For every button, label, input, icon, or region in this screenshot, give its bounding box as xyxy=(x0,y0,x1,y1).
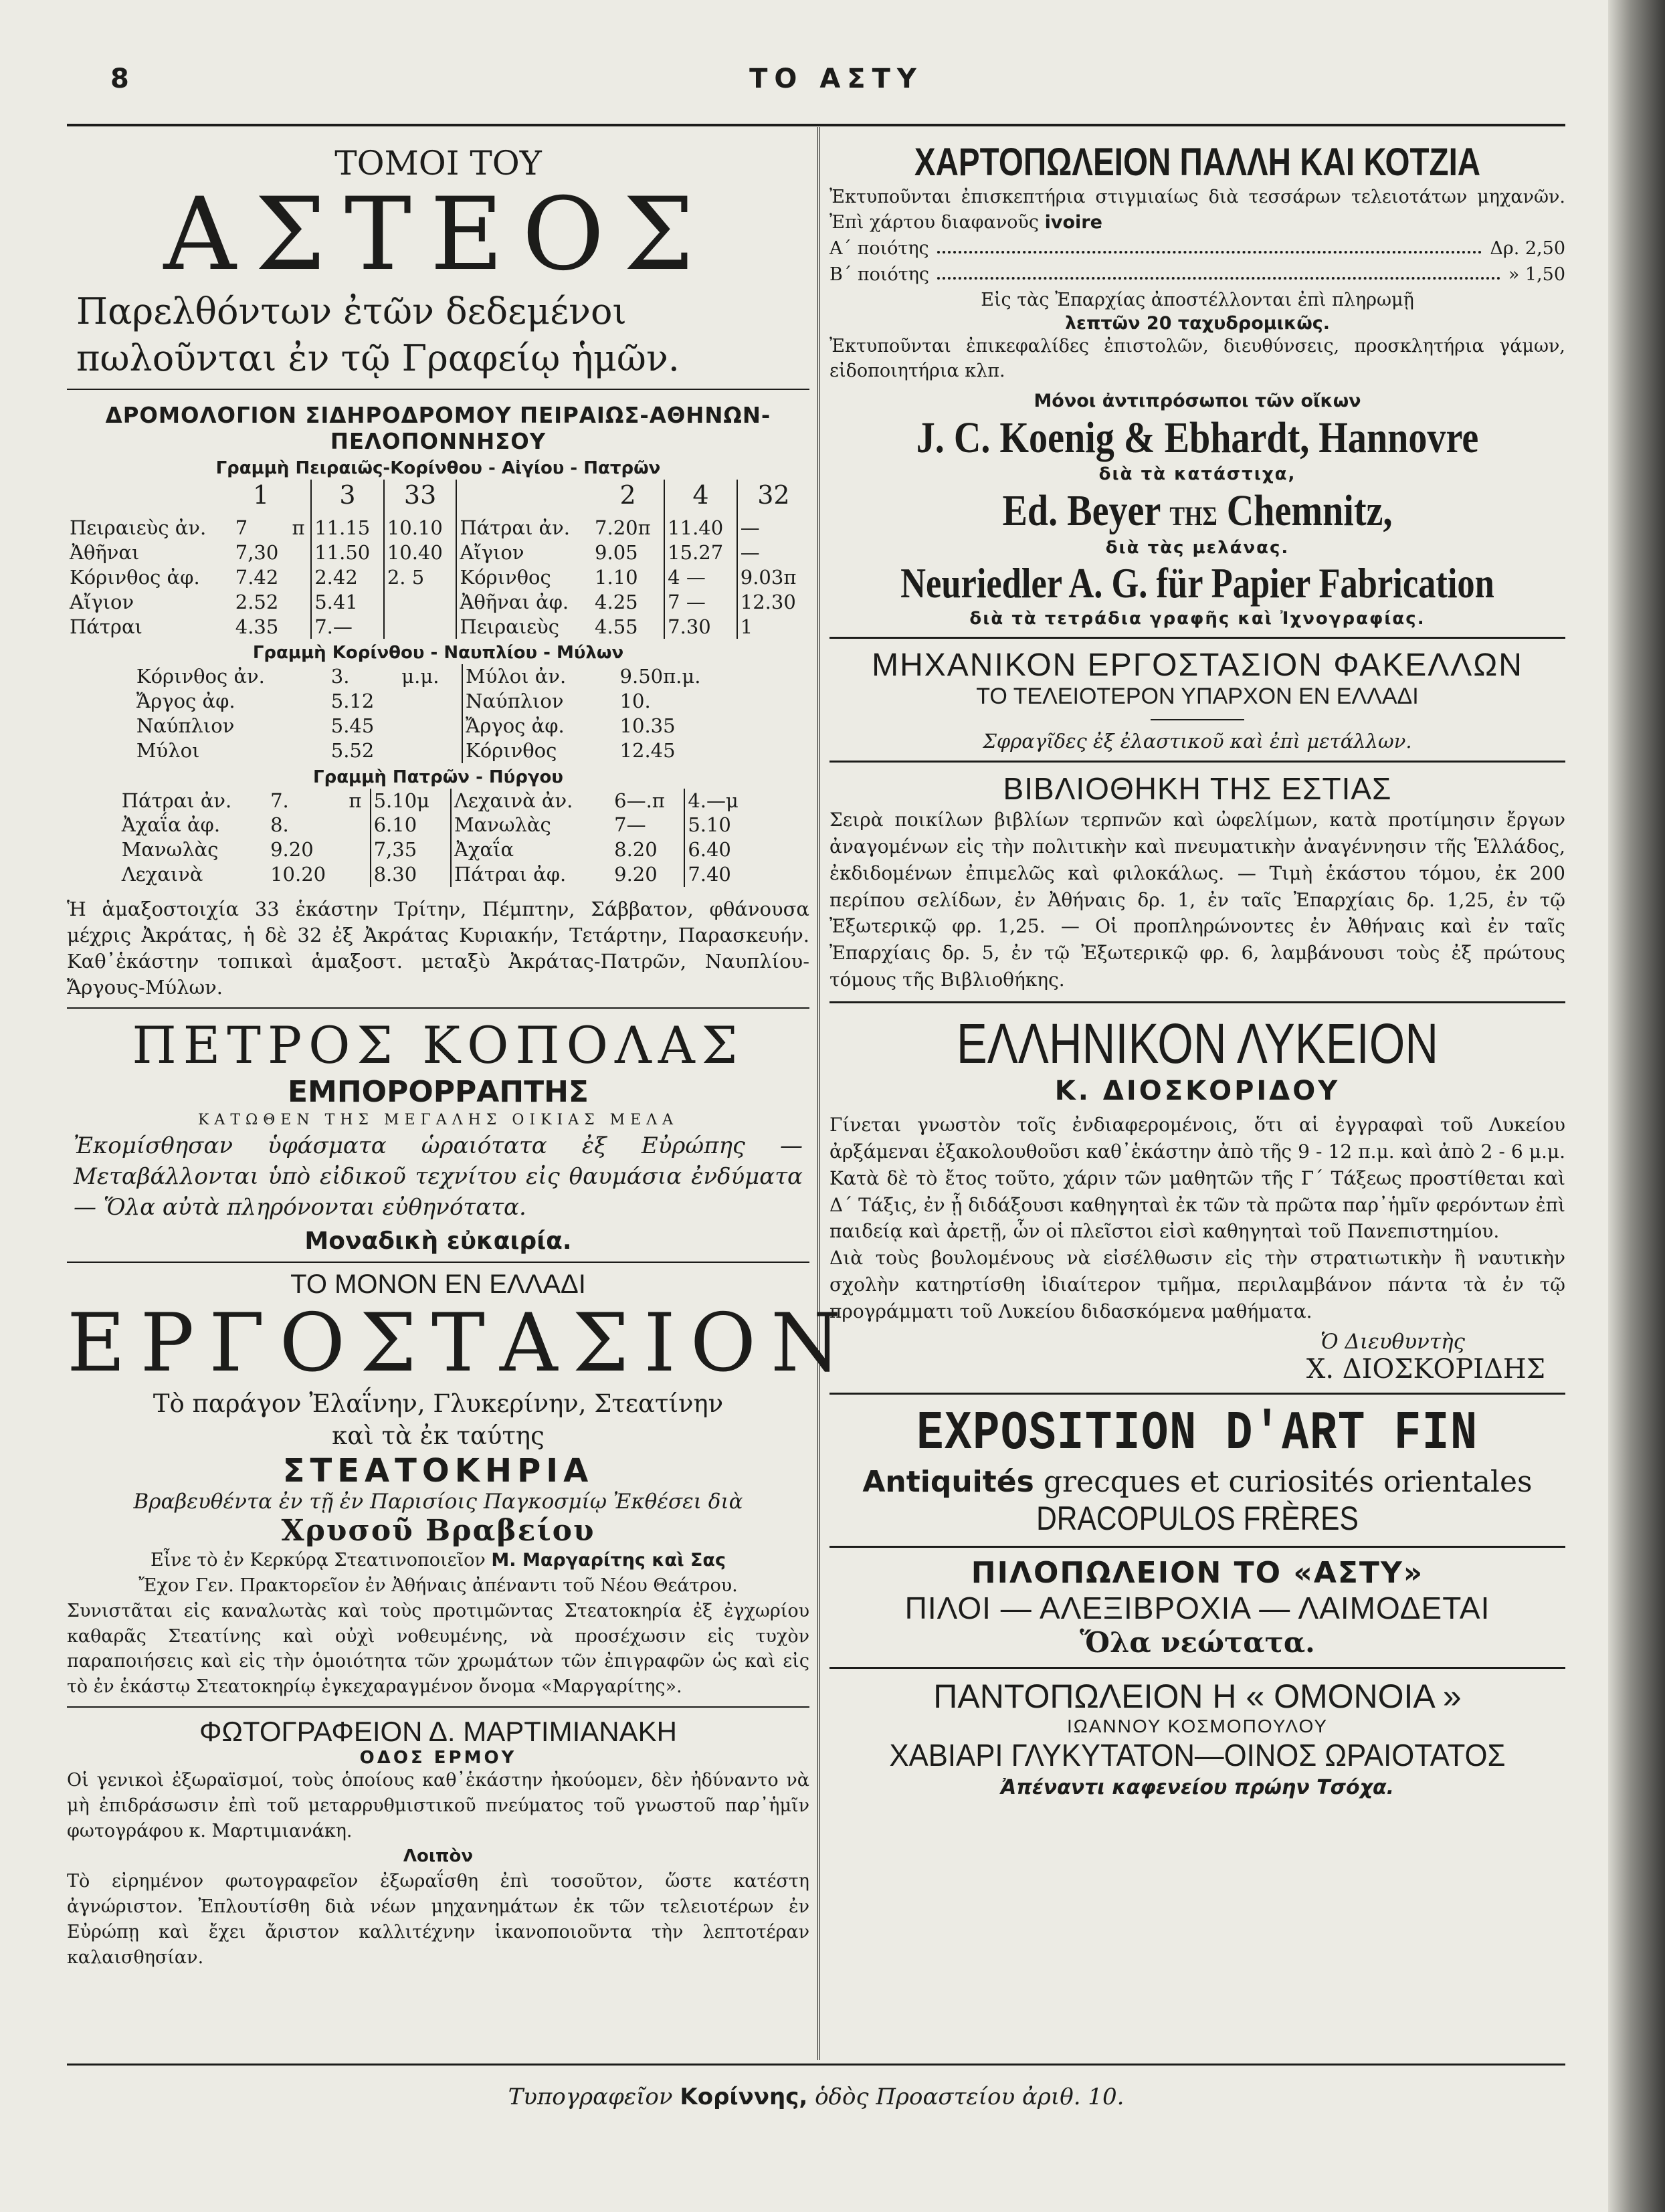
divider xyxy=(829,1667,1565,1669)
ergostasion-medal: Χρυσοῦ Βραβείου xyxy=(281,1514,595,1548)
page-footer: Τυπογραφεῖον Κορίννης, ὁδὸς Προαστείου ἀριθ. 10. xyxy=(508,2084,1124,2110)
ad-fotografeion xyxy=(67,1716,809,1971)
ad-chartopoleion xyxy=(829,140,1565,629)
chartopoleion-intro: Ἐκτυποῦνται ἐπισκεπτήρια στιγμιαίως διὰ τεσσάρων τελειοτάτων μηχανῶν. Ἐπὶ χάρτου διαφανοῦς ivoire xyxy=(829,187,1565,233)
foto-title: ΦΩΤΟΓΡΑΦΕΙΟΝ Δ. ΜΑΡΤΙΜΙΑΝΑΚΗ xyxy=(199,1716,677,1748)
table-row: Ἀχαΐα ἀφ. 8. 6.10 Μανωλὰς 7— 5.10 xyxy=(119,813,758,837)
table-row: Μύλοι 5.52 Κόρινθος 12.45 xyxy=(136,738,676,762)
ad-fakellon xyxy=(829,647,1565,752)
chartopoleion-print: Ἐκτυποῦνται ἐπικεφαλίδες ἐπιστολῶν, διευθύνσεις, προσκλητήρια γάμων, εἰδοποιητήρια κλπ. xyxy=(829,335,1565,382)
pantopoleion-items: ΧΑΒΙΑΡΙ ΓΛΥΚΥΤΑΤΟΝ—ΟΙΝΟΣ ΩΡΑΙΟΤΑΤΟΣ xyxy=(889,1738,1506,1773)
vivliothiki-title: ΒΙΒΛΙΟΘΗΚΗ ΤΗΣ ΕΣΤΙΑΣ xyxy=(1003,771,1392,807)
ad-exposition xyxy=(829,1403,1565,1538)
left-column xyxy=(67,130,856,1971)
price-row-b: Β΄ ποιότης » 1,50 xyxy=(829,262,1565,288)
table-row: Πάτραι ἀν. 7. π 5.10μ Λεχαινὰ ἀν. 6—.π 4.—μ xyxy=(119,789,758,813)
table-row: Λεχαινὰ 10.20 8.30 Πάτραι ἀφ. 9.20 7.40 xyxy=(119,862,758,887)
lykeion-subtitle: Κ. ΔΙΟΣΚΟΡΙΔΟΥ xyxy=(1054,1076,1341,1107)
kopolas-unique: Μοναδικὴ εὐκαιρία. xyxy=(304,1227,572,1255)
divider xyxy=(829,1001,1565,1003)
kopolas-body: Ἐκομίσθησαν ὑφάσματα ὡραιότατα ἐξ Εὐρώπης — Μεταβάλλονται ὑπὸ εἰδικοῦ τεχνίτου εἰς θαυμάσια ἐνδύματα — Ὅλα αὐτὰ πληρόνονται εὐθηνότατα. xyxy=(74,1132,803,1221)
price-row-a: Α΄ ποιότης Δρ. 2,50 xyxy=(829,235,1565,262)
tomoi-body: Παρελθόντων ἐτῶν δεδεμένοι πωλοῦνται ἐν τῷ Γραφείῳ ἡμῶν. xyxy=(76,290,680,379)
lykeion-body-1: Γίνεται γνωστὸν τοῖς ἐνδιαφερομένοις, ὅτι αἱ ἐγγραφαὶ τοῦ Λυκείου ἀρξάμεναι ἐξακολουθοῦσι καθ᾽ἑκάστην ἀπὸ τῆς 9 - 12 π.μ. καὶ ἀπὸ 2 - 6 μ.μ. Κατὰ δὲ τὸ ἔτος τοῦτο, χάριν τῶν μαθητῶν τῆς Γ΄ Τάξεως προστίθεται καὶ Δ΄ Τάξις, ἐν ᾗ διδάξουσι καθηγηταὶ ἐκ τῶν τὰ πρῶτα παρ᾽ἡμῖν φερόντων ἐπὶ παιδείᾳ καὶ ἀρετῇ, ὧν οἱ πλεῖστοι εἰσὶ καθηγηταὶ τοῦ Πανεπιστημίου. xyxy=(829,1114,1565,1243)
divider xyxy=(829,761,1565,763)
chartopoleion-title: ΧΑΡΤΟΠΩΛΕΙΟΝ ΠΑΛΛΗ ΚΑΙ ΚΟΤΖΙΑ xyxy=(914,140,1481,184)
beyer-dia: διὰ τὰς μελάνας. xyxy=(1105,537,1290,558)
fakellon-seals: Σφραγῖδες ἐξ ἐλαστικοῦ καὶ ἐπὶ μετάλλων. xyxy=(983,730,1412,753)
train-number: 33 xyxy=(384,480,457,516)
ergostasion-and: καὶ τὰ ἐκ ταύτης xyxy=(332,1421,545,1451)
beyer-name: Ed. Beyer ΤΗΣ Chemnitz, xyxy=(1002,486,1393,536)
divider xyxy=(67,1262,809,1263)
lykeion-body-2: Διὰ τοὺς βουλομένους νὰ εἰσέλθωσιν εἰς τὴν στρατιωτικὴν ἢ ναυτικὴν σχολὴν κατηρτίσθη ἰδιαίτερον τμῆμα, περιλαμβάνον πάντα τὰ ἐν τῷ προγράμματι τοῦ Λυκείου διδασκόμενα μαθήματα. xyxy=(829,1247,1565,1322)
pantopoleion-owner: ΙΩΑΝΝΟΥ ΚΟΣΜΟΠΟΥΛΟΥ xyxy=(1066,1716,1329,1737)
table-row: Ναύπλιον 5.45 Ἄργος ἀφ. 10.35 xyxy=(136,714,676,738)
exposition-title: EXPOSITION D'ART FIN xyxy=(916,1403,1478,1466)
header-rule xyxy=(67,124,1565,126)
fakellon-title: ΜΗΧΑΝΙΚΟΝ ΕΡΓΟΣΤΑΣΙΟΝ ΦΑΚΕΛΛΩΝ xyxy=(872,647,1523,684)
train-number: 4 xyxy=(664,480,737,516)
kopolas-location: ΚΑΤΩΘΕΝ ΤΗΣ ΜΕΓΑΛΗΣ ΟΙΚΙΑΣ ΜΕΛΑ xyxy=(198,1112,678,1129)
lykeion-title: ΕΛΛΗΝΙΚΟΝ ΛΥΚΕΙΟΝ xyxy=(956,1011,1439,1075)
divider xyxy=(67,1706,809,1708)
schedule-table-3 xyxy=(119,789,758,887)
koenig-name: J. C. Koenig & Ebhardt, Hannovre xyxy=(916,413,1479,463)
kopolas-title: ΠΕΤΡΟΣ ΚΟΠΟΛΑΣ xyxy=(132,1015,745,1076)
chartopoleion-reps: Μόνοι ἀντιπρόσωποι τῶν οἴκων xyxy=(1034,391,1361,412)
ergostasion-monon: ΤΟ ΜΟΝΟΝ ΕΝ ΕΛΛΑΔΙ xyxy=(290,1270,586,1300)
vivliothiki-body: Σειρὰ ποικίλων βιβλίων τερπνῶν καὶ ὠφελίμων, κατὰ προτίμησιν ἔργων ἀναγομένων εἰς τὴν πολιτικὴν καὶ πνευματικὴν ἀναγέννησιν τῆς Ἑλλάδος, ἐκδιδομένων ἐπιμελῶς καὶ φιλοκάλως. — Τιμὴ ἑκάστου τόμου, ἐκ 200 περίπου σελίδων, ἐν Ἀθήναις δρ. 1, ἐν ταῖς Ἐπαρχίαις δρ. 1,25, ἐν τῷ Ἐξωτερικῷ φρ. 1,25. — Οἱ προπληρώνοντες ἐν Ἀθήναις καὶ ἐν ταῖς Ἐπαρχίαις δρ. 5, ἐν τῷ Ἐξωτερικῷ φρ. 6, λαμβάνουσι τοὺς ἐξ πρώτους τόμους τῆς Βιβλιοθήκης. xyxy=(829,809,1565,991)
steatokiria-title: ΣΤΕΑΤΟΚΗΡΙΑ xyxy=(282,1452,594,1490)
schedule-table-2 xyxy=(134,664,743,763)
ad-pantopoleion xyxy=(829,1677,1565,1799)
train-number: 2 xyxy=(619,480,636,510)
foto-body-2: Τὸ εἰρημένον φωτογραφεῖον ἐξωραΐσθη ἐπὶ τοσοῦτον, ὥστε κατέστη ἀγνώριστον. Ἐπλουτίσθη διὰ νέων μηχανημάτων ἐκ τῶν τελειοτέρων ἐν Εὐρώπῃ καὶ ἔχει ἄριστον καλλιτέχνην ἱκανοποιοῦντα τὴν λεπτοτέραν καλαισθησίαν. xyxy=(67,1871,809,1968)
divider xyxy=(67,1007,809,1009)
footer-rule xyxy=(67,2064,1565,2066)
divider xyxy=(829,637,1565,639)
koenig-dia: διὰ τὰ κατάστιχα, xyxy=(1098,464,1296,485)
ad-pilopoleion xyxy=(829,1556,1565,1659)
schedule-table-1 xyxy=(67,480,809,639)
table-row: Κόρινθος ἀν. 3. μ.μ. Μύλοι ἀν. 9.50π.μ. xyxy=(136,665,701,688)
table-row: Ἄργος ἀφ. 5.12 Ναύπλιον 10. xyxy=(136,690,651,713)
lykeion-signature-name: Χ. ΔΙΟΣΚΟΡΙΔΗΣ xyxy=(1306,1354,1545,1385)
newspaper-name: ΤΟ ΑΣΤΥ xyxy=(749,64,923,94)
pantopoleion-title: ΠΑΝΤΟΠΩΛΕΙΟΝ Η « ΟΜΟΝΟΙΑ » xyxy=(933,1678,1462,1716)
chartopoleion-fast: λεπτῶν 20 ταχυδρομικῶς. xyxy=(1064,312,1331,334)
neuriedler-name: Neuriedler A. G. für Papier Fabrication xyxy=(900,559,1494,607)
kopolas-subtitle: ΕΜΠΟΡΟΡΡΑΠΤΗΣ xyxy=(288,1075,589,1110)
table-row: Πάτραι 4.35 7.— Πειραιεὺς 4.55 7.30 1 xyxy=(67,615,809,639)
ad-tomoi-asteos xyxy=(67,144,809,382)
ergostasion-products: Τὸ παράγον Ἐλαΐνην, Γλυκερίνην, Στεατίνην xyxy=(153,1389,724,1419)
schedule-title: ΔΡΟΜΟΛΟΓΙΟΝ ΣΙΔΗΡΟΔΡΟΜΟΥ ΠΕΙΡΑΙΩΣ-ΑΘΗΝΩΝ-ΠΕΛΟΠΟΝΝΗΣΟΥ xyxy=(105,401,771,454)
table-row: Αἴγιον 2.52 5.41 Ἀθῆναι ἀφ. 4.25 7 — 12.30 xyxy=(67,590,809,615)
divider xyxy=(1151,719,1244,720)
exposition-antiquites: Antiquités grecques et curiosités orientales xyxy=(862,1465,1533,1500)
pilopoleion-items: ΠΙΛΟΙ — ΑΛΕΞΙΒΡΟΧΙΑ — ΛΑΙΜΟΔΕΤΑΙ xyxy=(904,1591,1490,1626)
divider xyxy=(829,1393,1565,1395)
column-divider xyxy=(817,127,820,2060)
chartopoleion-provinces: Εἰς τὰς Ἐπαρχίας ἀποστέλλονται ἐπὶ πληρωμῇ xyxy=(981,289,1414,310)
foto-street: ΟΔΟΣ ΕΡΜΟΥ xyxy=(359,1748,517,1769)
divider xyxy=(67,389,809,390)
neuriedler-dia: διὰ τὰ τετράδια γραφῆς καὶ Ἰχνογραφίας. xyxy=(969,609,1426,629)
schedule-line-3-title: Γραμμὴ Πατρῶν - Πύργου xyxy=(313,767,563,787)
train-number: 32 xyxy=(737,480,809,516)
pilopoleion-title: ΠΙΛΟΠΩΛΕΙΟΝ ΤΟ «ΑΣΤΥ» xyxy=(971,1556,1424,1591)
divider xyxy=(829,1546,1565,1548)
ad-ergostasion xyxy=(67,1270,856,1700)
foto-body-1: Οἱ γενικοὶ ἐξωραϊσμοί, τοὺς ὁποίους καθ᾽ἑκάστην ἠκούομεν, δὲν ἠδύναντο νὰ μὴ ἐπιδράσωσιν ἐπὶ τοῦ μεταρρυθμιστικοῦ πνεύματος τοῦ γνωστοῦ παρ᾽ἡμῖν φωτογράφου κ. Μαρτιμιανάκη. xyxy=(67,1770,809,1841)
page-edge-shadow xyxy=(1608,0,1665,2212)
ad-vivliothiki xyxy=(829,771,1565,993)
fakellon-subtitle: ΤΟ ΤΕΛΕΙΟΤΕΡΟΝ ΥΠΑΡΧΟΝ ΕΝ ΕΛΛΑΔΙ xyxy=(976,684,1419,710)
exposition-dracopulos: DRACOPULOS FRÈRES xyxy=(1036,1500,1359,1538)
table-row: Κόρινθος ἀφ. 7.42 2.42 2. 5 Κόρινθος 1.10 4 — 9.03π xyxy=(67,565,809,590)
ergostasion-body: Συνιστᾶται εἰς καναλωτὰς καὶ τοὺς προτιμῶντας Στεατοκηρία ἐξ ἐγχωρίου καθαρᾶς Στεατίνης καὶ οὐχὶ νοθευμένης, νὰ προσέχωσιν εἰς τυχὸν παραποιήσεις καὶ εἰς τὴν ὁμοιότητα τῶν χρωμάτων τῶν ἐπιγραφῶν ὡς καὶ εἰς τὸ ἐν ἑκάστῳ Στεατοκηρίῳ ἐγκεχαραγμένον ὄνομα «Μαργαρίτης». xyxy=(67,1600,809,1698)
ergostasion-title: ΕΡΓΟΣΤΑΣΙΟΝ xyxy=(67,1297,856,1391)
ad-kopolas xyxy=(67,1015,809,1255)
page-number: 8 xyxy=(110,64,129,94)
railway-schedule xyxy=(67,402,809,1001)
asteos-title: ΑΣΤΕΟΣ xyxy=(163,177,713,293)
schedule-line-2-title: Γραμμὴ Κορίνθου - Ναυπλίου - Μύλων xyxy=(252,643,624,664)
ad-lykeion xyxy=(829,1011,1565,1385)
page-header xyxy=(107,64,1565,110)
schedule-line-1-title: Γραμμὴ Πειραιῶς-Κορίνθου - Αἰγίου - Πατρῶν xyxy=(215,458,661,478)
table-row: Ἀθῆναι 7,30 11.50 10.40 Αἴγιον 9.05 15.27 — xyxy=(67,540,809,565)
lykeion-signature-role: Ὁ Διευθυντὴς xyxy=(1320,1330,1465,1354)
ergostasion-kerkyra: Εἶνε τὸ ἐν Κερκύρᾳ Στεατινοποιεῖον Μ. Μαργαρίτης καὶ Σας xyxy=(151,1550,726,1571)
ergostasion-agent: Ἔχον Γεν. Πρακτορεῖον ἐν Ἀθήναις ἀπέναντι τοῦ Νέου Θεάτρου. xyxy=(138,1575,738,1597)
pilopoleion-note: Ὅλα νεώτατα. xyxy=(1080,1626,1315,1660)
train-number: 1 xyxy=(253,480,270,510)
schedule-note: Ἡ ἁμαξοστοιχία 33 ἑκάστην Τρίτην, Πέμπτην, Σάββατον, φθάνουσα μέχρις Ἀκράτας, ἡ δὲ 32 ἐξ Ἀκράτας Κυριακήν, Τετάρτην, Παρασκευήν. Καθ᾽ἑκάστην τοπικαὶ ἁμαξοστ. μεταξὺ Ἀκράτας-Πατρῶν, Ναυπλίου-Ἄργους-Μύλων. xyxy=(67,897,809,999)
ergostasion-award: Βραβευθέντα ἐν τῇ ἐν Παρισίοις Παγκοσμίῳ Ἐκθέσει διὰ xyxy=(133,1490,743,1514)
table-row: Μανωλὰς 9.20 7,35 Ἀχαΐα 8.20 6.40 xyxy=(119,837,758,862)
tomoi-title: ΤΟΜΟΙ ΤΟΥ xyxy=(334,144,542,183)
table-row: Πειραιεὺς ἀν. 7 π 11.15 10.10 Πάτραι ἀν. 7.20π 11.40 — xyxy=(67,516,809,540)
foto-loipon: Λοιπὸν xyxy=(403,1846,474,1867)
train-number: 3 xyxy=(311,480,384,516)
pantopoleion-location: Ἀπέναντι καφενείου πρώην Τσόχα. xyxy=(1001,1776,1394,1800)
right-column xyxy=(829,130,1565,1799)
